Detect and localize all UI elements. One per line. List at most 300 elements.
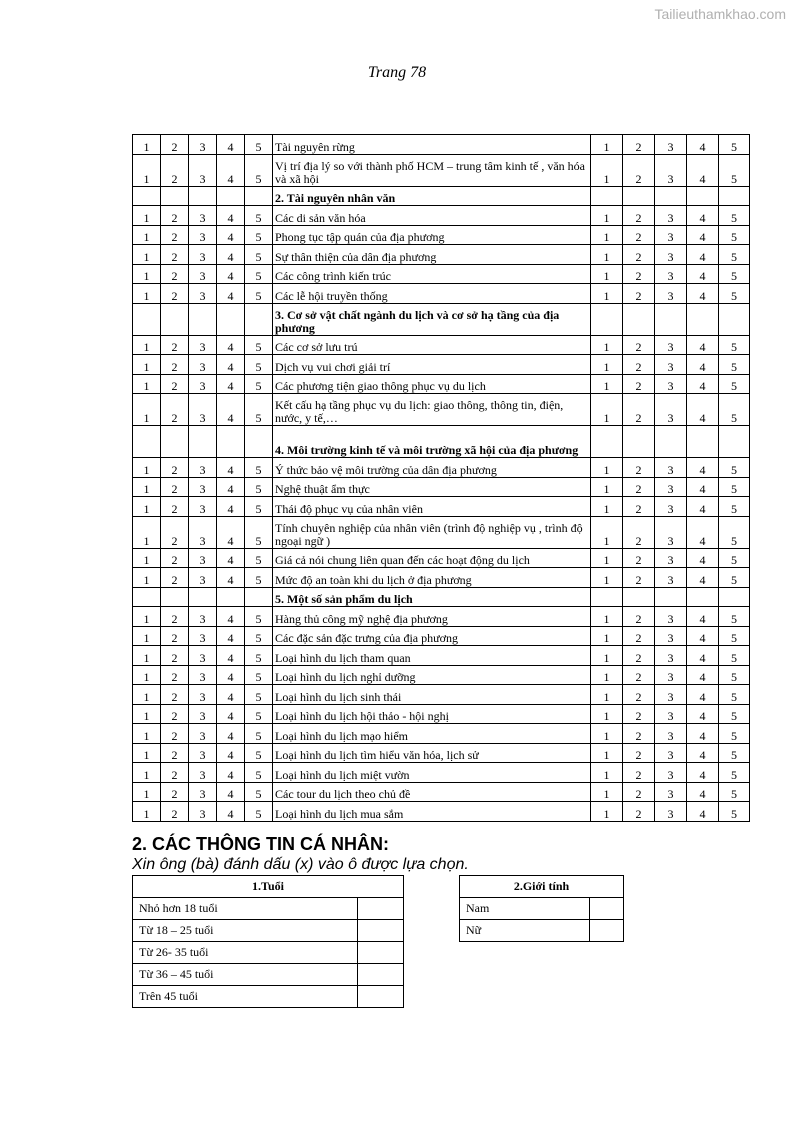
satisfaction-score-3[interactable]: 3 [655,225,687,245]
satisfaction-score-1[interactable]: 1 [591,154,623,186]
importance-score-3[interactable]: 3 [189,497,217,517]
satisfaction-score-2[interactable]: 2 [623,665,655,685]
importance-score-1[interactable]: 1 [133,626,161,646]
satisfaction-score-3[interactable]: 3 [655,704,687,724]
importance-score-1[interactable]: 1 [133,477,161,497]
satisfaction-score-3[interactable]: 3 [655,355,687,375]
satisfaction-score-2[interactable]: 2 [623,394,655,426]
satisfaction-score-5[interactable]: 5 [719,548,750,568]
importance-score-2[interactable]: 2 [161,568,189,588]
importance-score-1[interactable]: 1 [133,355,161,375]
criterion-label: Phong tục tập quán của địa phương [273,225,591,245]
importance-score-4[interactable]: 4 [217,135,245,155]
importance-score-4[interactable]: 4 [217,335,245,355]
importance-score-4[interactable]: 4 [217,225,245,245]
importance-score-1[interactable]: 1 [133,154,161,186]
satisfaction-score-5[interactable]: 5 [719,607,750,627]
importance-score-5[interactable]: 5 [245,245,273,265]
satisfaction-score-5[interactable]: 5 [719,516,750,548]
criterion-label: Các phương tiện giao thông phục vụ du lịch [273,374,591,394]
satisfaction-score-2[interactable]: 2 [623,763,655,783]
satisfaction-score-3[interactable]: 3 [655,516,687,548]
importance-score-5[interactable]: 5 [245,763,273,783]
satisfaction-score-3[interactable]: 3 [655,264,687,284]
satisfaction-score-4[interactable]: 4 [687,154,719,186]
importance-score-5[interactable]: 5 [245,646,273,666]
importance-score-2[interactable]: 2 [161,763,189,783]
importance-score-4[interactable]: 4 [217,724,245,744]
satisfaction-score-4[interactable]: 4 [687,355,719,375]
importance-score-1[interactable]: 1 [133,724,161,744]
importance-score-3[interactable]: 3 [189,135,217,155]
satisfaction-score-3[interactable]: 3 [655,154,687,186]
importance-score-5[interactable]: 5 [245,802,273,822]
satisfaction-score-5[interactable]: 5 [719,743,750,763]
importance-score-2[interactable]: 2 [161,802,189,822]
importance-score-1[interactable]: 1 [133,607,161,627]
importance-score-5[interactable]: 5 [245,626,273,646]
satisfaction-score-4[interactable]: 4 [687,704,719,724]
satisfaction-score-4[interactable]: 4 [687,225,719,245]
satisfaction-score-4[interactable]: 4 [687,665,719,685]
satisfaction-score-4[interactable]: 4 [687,135,719,155]
importance-score-5[interactable]: 5 [245,264,273,284]
importance-score-3[interactable]: 3 [189,685,217,705]
importance-score-1[interactable]: 1 [133,802,161,822]
importance-score-2[interactable]: 2 [161,458,189,478]
importance-score-4[interactable]: 4 [217,626,245,646]
importance-score-2[interactable]: 2 [161,516,189,548]
importance-score-3[interactable]: 3 [189,626,217,646]
satisfaction-score-1 [591,186,623,206]
importance-score-4[interactable]: 4 [217,245,245,265]
satisfaction-score-3[interactable]: 3 [655,477,687,497]
satisfaction-score-5[interactable]: 5 [719,374,750,394]
importance-score-2[interactable]: 2 [161,607,189,627]
satisfaction-score-1[interactable]: 1 [591,284,623,304]
satisfaction-score-3[interactable]: 3 [655,646,687,666]
satisfaction-score-3[interactable]: 3 [655,685,687,705]
importance-score-1[interactable]: 1 [133,548,161,568]
importance-score-1[interactable]: 1 [133,284,161,304]
satisfaction-score-5[interactable]: 5 [719,724,750,744]
satisfaction-score-3[interactable]: 3 [655,665,687,685]
satisfaction-score-1[interactable]: 1 [591,477,623,497]
importance-score-3[interactable]: 3 [189,225,217,245]
gender-option-checkbox[interactable] [590,898,624,920]
importance-score-4[interactable]: 4 [217,665,245,685]
importance-score-5[interactable]: 5 [245,724,273,744]
importance-score-5[interactable]: 5 [245,743,273,763]
satisfaction-score-2[interactable]: 2 [623,374,655,394]
satisfaction-score-2[interactable]: 2 [623,626,655,646]
satisfaction-score-4[interactable]: 4 [687,374,719,394]
satisfaction-score-1[interactable]: 1 [591,135,623,155]
importance-score-4[interactable]: 4 [217,568,245,588]
satisfaction-score-2[interactable]: 2 [623,724,655,744]
importance-score-4[interactable]: 4 [217,548,245,568]
importance-score-1[interactable]: 1 [133,782,161,802]
satisfaction-score-4[interactable]: 4 [687,685,719,705]
importance-score-2[interactable]: 2 [161,335,189,355]
satisfaction-score-5[interactable]: 5 [719,497,750,517]
satisfaction-score-4[interactable]: 4 [687,206,719,226]
satisfaction-score-1[interactable]: 1 [591,626,623,646]
satisfaction-score-4[interactable]: 4 [687,802,719,822]
importance-score-3[interactable]: 3 [189,206,217,226]
importance-score-4[interactable]: 4 [217,704,245,724]
satisfaction-score-2[interactable]: 2 [623,477,655,497]
importance-score-1[interactable]: 1 [133,763,161,783]
importance-score-3[interactable]: 3 [189,743,217,763]
importance-score-5[interactable]: 5 [245,225,273,245]
importance-score-2[interactable]: 2 [161,724,189,744]
age-option-checkbox[interactable] [358,942,404,964]
satisfaction-score-4[interactable]: 4 [687,724,719,744]
importance-score-5[interactable]: 5 [245,394,273,426]
importance-score-4[interactable]: 4 [217,477,245,497]
satisfaction-score-5[interactable]: 5 [719,704,750,724]
age-option-checkbox[interactable] [358,986,404,1008]
satisfaction-score-1[interactable]: 1 [591,763,623,783]
importance-score-1[interactable]: 1 [133,646,161,666]
satisfaction-score-2[interactable]: 2 [623,335,655,355]
importance-score-4[interactable]: 4 [217,497,245,517]
satisfaction-score-1 [591,587,623,607]
gender-option-checkbox[interactable] [590,920,624,942]
satisfaction-score-5[interactable]: 5 [719,135,750,155]
importance-score-5[interactable]: 5 [245,458,273,478]
personal-info-instruction: Xin ông (bà) đánh dấu (x) vào ô được lựa chọn. [132,856,469,873]
importance-score-1[interactable]: 1 [133,394,161,426]
satisfaction-score-2[interactable]: 2 [623,646,655,666]
importance-score-2[interactable]: 2 [161,284,189,304]
satisfaction-score-5[interactable]: 5 [719,245,750,265]
satisfaction-score-1[interactable]: 1 [591,685,623,705]
satisfaction-score-4[interactable]: 4 [687,264,719,284]
importance-score-1[interactable]: 1 [133,206,161,226]
importance-score-1[interactable]: 1 [133,685,161,705]
satisfaction-score-1[interactable]: 1 [591,394,623,426]
satisfaction-score-1[interactable]: 1 [591,516,623,548]
satisfaction-score-5[interactable]: 5 [719,646,750,666]
importance-score-5[interactable]: 5 [245,374,273,394]
importance-score-4[interactable]: 4 [217,607,245,627]
importance-score-2[interactable]: 2 [161,685,189,705]
importance-score-5[interactable]: 5 [245,704,273,724]
satisfaction-score-5[interactable]: 5 [719,206,750,226]
satisfaction-score-1[interactable]: 1 [591,782,623,802]
age-option-checkbox[interactable] [358,964,404,986]
importance-score-1[interactable]: 1 [133,704,161,724]
satisfaction-score-2[interactable]: 2 [623,782,655,802]
satisfaction-score-2[interactable]: 2 [623,704,655,724]
satisfaction-score-3[interactable]: 3 [655,568,687,588]
importance-score-4[interactable]: 4 [217,782,245,802]
satisfaction-score-1[interactable]: 1 [591,704,623,724]
satisfaction-score-3[interactable]: 3 [655,782,687,802]
satisfaction-score-4[interactable]: 4 [687,477,719,497]
importance-score-2[interactable]: 2 [161,704,189,724]
satisfaction-score-4[interactable]: 4 [687,626,719,646]
importance-score-3[interactable]: 3 [189,284,217,304]
satisfaction-score-1[interactable]: 1 [591,264,623,284]
importance-score-4[interactable]: 4 [217,394,245,426]
satisfaction-score-5[interactable]: 5 [719,394,750,426]
importance-score-2[interactable]: 2 [161,665,189,685]
satisfaction-score-3[interactable]: 3 [655,626,687,646]
importance-score-4[interactable]: 4 [217,154,245,186]
importance-score-5[interactable]: 5 [245,335,273,355]
satisfaction-score-5[interactable]: 5 [719,782,750,802]
satisfaction-score-2[interactable]: 2 [623,802,655,822]
importance-score-2[interactable]: 2 [161,225,189,245]
satisfaction-score-2[interactable]: 2 [623,245,655,265]
satisfaction-score-5[interactable]: 5 [719,802,750,822]
importance-score-1[interactable]: 1 [133,568,161,588]
criterion-label: Vị trí địa lý so với thành phố HCM – trung tâm kinh tế , văn hóa và xã hội [273,154,591,186]
satisfaction-score-1[interactable]: 1 [591,335,623,355]
importance-score-3[interactable]: 3 [189,394,217,426]
importance-score-3[interactable]: 3 [189,763,217,783]
satisfaction-score-1[interactable]: 1 [591,743,623,763]
satisfaction-score-2[interactable]: 2 [623,225,655,245]
importance-score-3[interactable]: 3 [189,548,217,568]
satisfaction-score-1[interactable]: 1 [591,458,623,478]
criterion-label: Các lễ hội truyền thống [273,284,591,304]
importance-score-4[interactable]: 4 [217,516,245,548]
satisfaction-score-2[interactable]: 2 [623,206,655,226]
satisfaction-score-4[interactable]: 4 [687,763,719,783]
satisfaction-score-4[interactable]: 4 [687,394,719,426]
importance-score-5[interactable]: 5 [245,685,273,705]
importance-score-4[interactable]: 4 [217,206,245,226]
importance-score-5[interactable]: 5 [245,497,273,517]
importance-score-3[interactable]: 3 [189,646,217,666]
satisfaction-score-3[interactable]: 3 [655,284,687,304]
satisfaction-score-1[interactable]: 1 [591,646,623,666]
importance-score-5[interactable]: 5 [245,206,273,226]
satisfaction-score-2[interactable]: 2 [623,607,655,627]
criterion-label: Dịch vụ vui chơi giải trí [273,355,591,375]
importance-score-3[interactable]: 3 [189,335,217,355]
satisfaction-score-2[interactable]: 2 [623,568,655,588]
importance-score-1[interactable]: 1 [133,135,161,155]
satisfaction-score-5[interactable]: 5 [719,626,750,646]
importance-score-3[interactable]: 3 [189,458,217,478]
importance-score-5[interactable]: 5 [245,665,273,685]
satisfaction-score-1[interactable]: 1 [591,225,623,245]
importance-score-2[interactable]: 2 [161,743,189,763]
satisfaction-score-4[interactable]: 4 [687,516,719,548]
satisfaction-score-5[interactable]: 5 [719,665,750,685]
satisfaction-score-1[interactable]: 1 [591,665,623,685]
satisfaction-score-5[interactable]: 5 [719,458,750,478]
importance-score-1[interactable]: 1 [133,497,161,517]
satisfaction-score-3[interactable]: 3 [655,206,687,226]
satisfaction-score-5[interactable]: 5 [719,477,750,497]
importance-score-3[interactable]: 3 [189,355,217,375]
satisfaction-score-4[interactable]: 4 [687,607,719,627]
criterion-label: Mức độ an toàn khi du lịch ở địa phương [273,568,591,588]
importance-score-2[interactable]: 2 [161,245,189,265]
satisfaction-score-4[interactable]: 4 [687,782,719,802]
importance-score-1[interactable]: 1 [133,458,161,478]
satisfaction-score-3[interactable]: 3 [655,458,687,478]
satisfaction-score-5[interactable]: 5 [719,355,750,375]
importance-score-2[interactable]: 2 [161,355,189,375]
importance-score-2[interactable]: 2 [161,548,189,568]
satisfaction-score-3[interactable]: 3 [655,497,687,517]
satisfaction-score-4 [687,303,719,335]
satisfaction-score-5[interactable]: 5 [719,763,750,783]
importance-score-3[interactable]: 3 [189,516,217,548]
satisfaction-score-1[interactable]: 1 [591,355,623,375]
importance-score-3[interactable]: 3 [189,607,217,627]
importance-score-1[interactable]: 1 [133,743,161,763]
satisfaction-score-4[interactable]: 4 [687,497,719,517]
satisfaction-score-4[interactable]: 4 [687,743,719,763]
satisfaction-score-1[interactable]: 1 [591,497,623,517]
importance-score-4[interactable]: 4 [217,646,245,666]
satisfaction-score-3[interactable]: 3 [655,548,687,568]
satisfaction-score-3[interactable]: 3 [655,607,687,627]
importance-score-1[interactable]: 1 [133,374,161,394]
satisfaction-score-3[interactable]: 3 [655,763,687,783]
importance-score-2[interactable]: 2 [161,782,189,802]
importance-score-1[interactable]: 1 [133,245,161,265]
satisfaction-score-1[interactable]: 1 [591,548,623,568]
satisfaction-score-3[interactable]: 3 [655,135,687,155]
satisfaction-score-1[interactable]: 1 [591,802,623,822]
importance-score-2[interactable]: 2 [161,264,189,284]
importance-score-2[interactable]: 2 [161,394,189,426]
importance-score-3[interactable]: 3 [189,477,217,497]
satisfaction-score-2[interactable]: 2 [623,743,655,763]
importance-score-3[interactable]: 3 [189,374,217,394]
importance-score-5[interactable]: 5 [245,782,273,802]
satisfaction-score-5[interactable]: 5 [719,568,750,588]
age-option-checkbox[interactable] [358,898,404,920]
satisfaction-score-2[interactable]: 2 [623,264,655,284]
importance-score-5[interactable]: 5 [245,548,273,568]
importance-score-4 [217,587,245,607]
satisfaction-score-2[interactable]: 2 [623,548,655,568]
importance-score-1[interactable]: 1 [133,225,161,245]
importance-score-3[interactable]: 3 [189,245,217,265]
satisfaction-score-3[interactable]: 3 [655,374,687,394]
satisfaction-score-2[interactable]: 2 [623,135,655,155]
satisfaction-score-5[interactable]: 5 [719,264,750,284]
importance-score-4[interactable]: 4 [217,685,245,705]
importance-score-4[interactable]: 4 [217,374,245,394]
importance-score-5[interactable]: 5 [245,135,273,155]
satisfaction-score-1[interactable]: 1 [591,245,623,265]
importance-score-3[interactable]: 3 [189,704,217,724]
satisfaction-score-2[interactable]: 2 [623,154,655,186]
importance-score-3[interactable]: 3 [189,568,217,588]
importance-score-3[interactable]: 3 [189,724,217,744]
satisfaction-score-3[interactable]: 3 [655,743,687,763]
importance-score-5[interactable]: 5 [245,516,273,548]
satisfaction-score-4[interactable]: 4 [687,335,719,355]
satisfaction-score-4[interactable]: 4 [687,245,719,265]
satisfaction-score-2[interactable]: 2 [623,516,655,548]
importance-score-4[interactable]: 4 [217,458,245,478]
importance-score-3[interactable]: 3 [189,264,217,284]
satisfaction-score-5[interactable]: 5 [719,154,750,186]
satisfaction-score-4[interactable]: 4 [687,284,719,304]
satisfaction-score-5[interactable]: 5 [719,284,750,304]
importance-score-5[interactable]: 5 [245,568,273,588]
importance-score-4[interactable]: 4 [217,743,245,763]
importance-score-5[interactable]: 5 [245,477,273,497]
importance-score-2[interactable]: 2 [161,374,189,394]
age-option-checkbox[interactable] [358,920,404,942]
satisfaction-score-1[interactable]: 1 [591,206,623,226]
importance-score-4[interactable]: 4 [217,355,245,375]
satisfaction-score-3[interactable]: 3 [655,802,687,822]
importance-score-1[interactable]: 1 [133,335,161,355]
satisfaction-score-4[interactable]: 4 [687,458,719,478]
importance-score-1[interactable]: 1 [133,665,161,685]
satisfaction-score-5[interactable]: 5 [719,335,750,355]
satisfaction-score-3[interactable]: 3 [655,245,687,265]
satisfaction-score-1[interactable]: 1 [591,607,623,627]
satisfaction-score-3[interactable]: 3 [655,335,687,355]
satisfaction-score-1[interactable]: 1 [591,374,623,394]
importance-score-3[interactable]: 3 [189,154,217,186]
criterion-label: Loại hình du lịch nghỉ dưỡng [273,665,591,685]
importance-score-5[interactable]: 5 [245,154,273,186]
importance-score-4[interactable]: 4 [217,802,245,822]
importance-score-3[interactable]: 3 [189,782,217,802]
satisfaction-score-4[interactable]: 4 [687,646,719,666]
importance-score-4[interactable]: 4 [217,763,245,783]
importance-score-1[interactable]: 1 [133,264,161,284]
importance-score-2[interactable]: 2 [161,626,189,646]
satisfaction-score-1[interactable]: 1 [591,724,623,744]
importance-score-2[interactable]: 2 [161,154,189,186]
importance-score-2[interactable]: 2 [161,477,189,497]
importance-score-2[interactable]: 2 [161,135,189,155]
satisfaction-score-1[interactable]: 1 [591,568,623,588]
satisfaction-score-4[interactable]: 4 [687,548,719,568]
importance-score-3[interactable]: 3 [189,665,217,685]
importance-score-4[interactable]: 4 [217,284,245,304]
satisfaction-score-3[interactable]: 3 [655,724,687,744]
importance-score-2[interactable]: 2 [161,646,189,666]
satisfaction-score-4[interactable]: 4 [687,568,719,588]
satisfaction-score-2[interactable]: 2 [623,685,655,705]
satisfaction-score-5[interactable]: 5 [719,685,750,705]
satisfaction-score-3[interactable]: 3 [655,394,687,426]
satisfaction-score-2[interactable]: 2 [623,497,655,517]
satisfaction-score-2[interactable]: 2 [623,284,655,304]
importance-score-3[interactable]: 3 [189,802,217,822]
table-row [133,394,750,426]
importance-score-4[interactable]: 4 [217,264,245,284]
importance-score-5[interactable]: 5 [245,355,273,375]
importance-score-5[interactable]: 5 [245,607,273,627]
satisfaction-score-2[interactable]: 2 [623,458,655,478]
importance-score-2[interactable]: 2 [161,497,189,517]
importance-score-2[interactable]: 2 [161,206,189,226]
satisfaction-score-5[interactable]: 5 [719,225,750,245]
satisfaction-score-2[interactable]: 2 [623,355,655,375]
importance-score-1[interactable]: 1 [133,516,161,548]
importance-score-5[interactable]: 5 [245,284,273,304]
